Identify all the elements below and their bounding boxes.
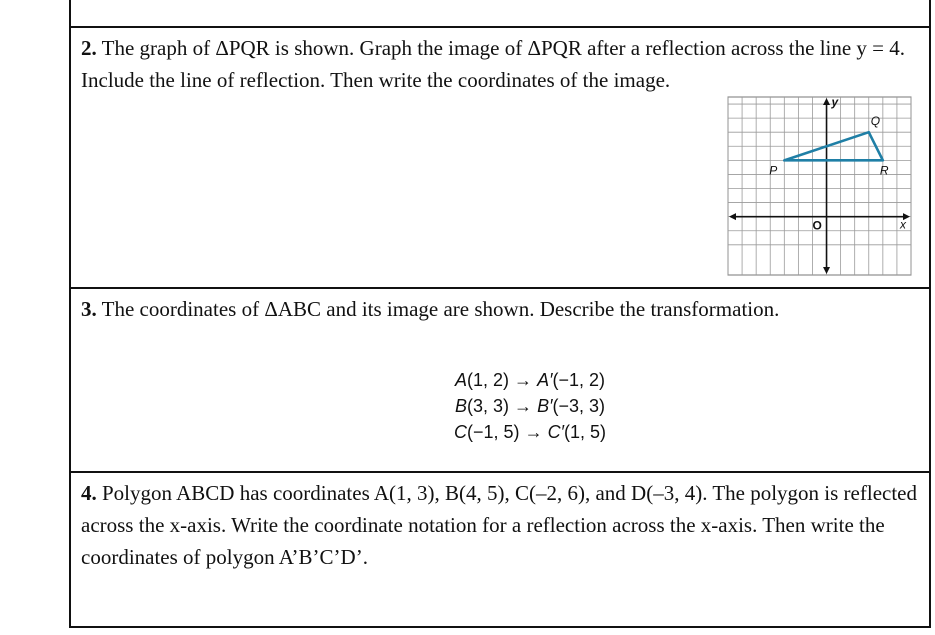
question-2-cell xyxy=(71,28,929,289)
label-q: Q xyxy=(870,114,881,129)
graph-frame xyxy=(728,97,911,275)
mapping-b-arrow: → xyxy=(514,396,533,416)
previous-question-cell xyxy=(71,0,929,28)
mapping-c-point: C xyxy=(454,422,468,442)
coordinate-mappings xyxy=(71,367,929,445)
coordinate-graph xyxy=(727,96,912,276)
mapping-a-point: A xyxy=(455,370,468,390)
mapping-b-image-point: B′ xyxy=(537,396,553,416)
mapping-b-coords: (3, 3) xyxy=(467,396,510,416)
mapping-b-image-coords: (−3, 3) xyxy=(552,396,605,416)
label-x-axis: x xyxy=(900,217,906,232)
mapping-a-image-coords: (−1, 2) xyxy=(552,370,605,390)
worksheet xyxy=(69,0,931,628)
question-3-cell xyxy=(71,289,929,473)
question-3-body: The coordinates of ΔABC and its image are shown. Describe the transformation. xyxy=(101,297,780,321)
question-2-body: The graph of ΔPQR is shown. Graph the image of ΔPQR after a reflection across the line y = 4. Include the line of reflection. Then write the coordinates of the image. xyxy=(81,36,906,92)
label-y-axis: y xyxy=(831,96,839,109)
label-origin: O xyxy=(812,218,822,233)
question-4-number: 4. xyxy=(81,481,97,505)
mapping-c xyxy=(71,419,929,445)
mapping-c-arrow: → xyxy=(524,422,543,442)
label-r: R xyxy=(879,163,889,178)
question-2-text xyxy=(81,32,921,96)
mapping-c-coords: (−1, 5) xyxy=(467,422,520,442)
mapping-b-point: B xyxy=(455,396,468,416)
question-2-number: 2. xyxy=(81,36,97,60)
label-p: P xyxy=(769,163,778,178)
mapping-a-coords: (1, 2) xyxy=(467,370,510,390)
mapping-b xyxy=(71,393,929,419)
question-4-cell xyxy=(71,473,929,628)
question-3-text xyxy=(81,293,921,325)
mapping-a-image-point: A′ xyxy=(537,370,553,390)
question-3-number: 3. xyxy=(81,297,97,321)
mapping-c-image-point: C′ xyxy=(547,422,564,442)
question-4-body: Polygon ABCD has coordinates A(1, 3), B(4, 5), C(–2, 6), and D(–3, 4). The polygon is reflected across the x-axis. Write the coordinate notation for a reflection across the x-axis. Then write the coordinates of polygon A’B’C’D’. xyxy=(81,481,917,569)
mapping-c-image-coords: (1, 5) xyxy=(563,422,606,442)
question-4-text xyxy=(81,477,921,573)
mapping-a xyxy=(71,367,929,393)
mapping-a-arrow: → xyxy=(514,370,533,390)
